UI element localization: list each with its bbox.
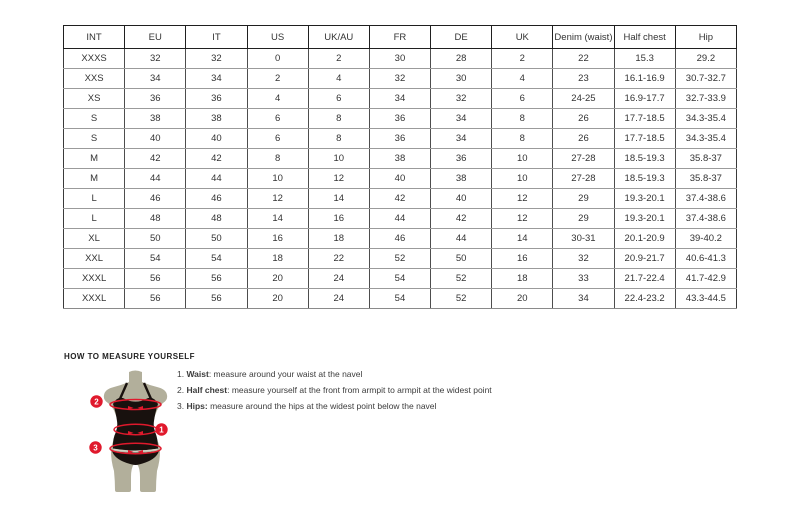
table-cell: 40: [125, 129, 186, 149]
table-row: [64, 269, 737, 289]
table-cell: 34: [431, 129, 492, 149]
table-cell: 48: [125, 209, 186, 229]
table-cell: 22: [308, 249, 369, 269]
table-cell: 6: [247, 109, 308, 129]
table-cell: 32: [553, 249, 614, 269]
table-cell: 42: [369, 189, 430, 209]
table-row: [64, 69, 737, 89]
measure-guide-title: HOW TO MEASURE YOURSELF: [64, 352, 195, 361]
measure-step-half-chest: [177, 386, 492, 395]
table-cell: 38: [125, 109, 186, 129]
table-cell: 16: [247, 229, 308, 249]
table-row: [64, 209, 737, 229]
table-cell: 29: [553, 189, 614, 209]
table-cell: 32: [125, 49, 186, 69]
table-cell: 50: [125, 229, 186, 249]
table-cell: 6: [492, 89, 553, 109]
table-cell: 17.7-18.5: [614, 109, 675, 129]
table-cell: 56: [125, 289, 186, 309]
table-row: [64, 89, 737, 109]
table-cell: 20.1-20.9: [614, 229, 675, 249]
table-cell: 37.4-38.6: [675, 189, 736, 209]
table-cell: 23: [553, 69, 614, 89]
table-cell: 34.3-35.4: [675, 129, 736, 149]
step-text: : measure yourself at the front from armpit to armpit at the widest point: [227, 385, 492, 395]
table-cell: 8: [308, 129, 369, 149]
step-text: : measure around your waist at the navel: [208, 369, 363, 379]
table-cell: 6: [308, 89, 369, 109]
table-cell: 15.3: [614, 49, 675, 69]
table-cell: 34: [553, 289, 614, 309]
table-cell: 54: [369, 289, 430, 309]
table-cell: L: [64, 209, 125, 229]
table-cell: 22.4-23.2: [614, 289, 675, 309]
size-chart-header: [64, 26, 737, 49]
table-cell: 44: [431, 229, 492, 249]
table-cell: 36: [186, 89, 247, 109]
column-header: US: [247, 26, 308, 49]
table-cell: 50: [431, 249, 492, 269]
step-number: 1.: [177, 369, 185, 379]
table-cell: 42: [125, 149, 186, 169]
table-cell: 18: [247, 249, 308, 269]
table-cell: 8: [492, 129, 553, 149]
table-cell: 19.3-20.1: [614, 189, 675, 209]
table-row: [64, 189, 737, 209]
table-cell: 43.3-44.5: [675, 289, 736, 309]
column-header: UK: [492, 26, 553, 49]
table-cell: 34: [186, 69, 247, 89]
table-cell: S: [64, 129, 125, 149]
table-cell: 34.3-35.4: [675, 109, 736, 129]
table-cell: 37.4-38.6: [675, 209, 736, 229]
badge-hips-number: 3: [93, 443, 98, 453]
measurement-figure-illustration: [85, 369, 185, 495]
table-cell: 10: [308, 149, 369, 169]
table-cell: 12: [492, 189, 553, 209]
table-cell: 46: [186, 189, 247, 209]
measure-step-waist: [177, 370, 492, 379]
table-cell: 36: [125, 89, 186, 109]
column-header: FR: [369, 26, 430, 49]
table-row: [64, 289, 737, 309]
table-cell: 2: [492, 49, 553, 69]
table-cell: 35.8-37: [675, 149, 736, 169]
size-chart-table: [63, 25, 737, 309]
table-cell: 30: [369, 49, 430, 69]
column-header: EU: [125, 26, 186, 49]
table-cell: XXXL: [64, 289, 125, 309]
table-cell: 34: [369, 89, 430, 109]
table-cell: 39-40.2: [675, 229, 736, 249]
table-cell: 38: [369, 149, 430, 169]
table-cell: 8: [492, 109, 553, 129]
table-cell: 4: [247, 89, 308, 109]
table-cell: 56: [125, 269, 186, 289]
table-cell: 14: [247, 209, 308, 229]
table-cell: 44: [369, 209, 430, 229]
table-cell: 32: [186, 49, 247, 69]
table-row: [64, 129, 737, 149]
badge-waist-number: 1: [159, 425, 164, 435]
column-header: DE: [431, 26, 492, 49]
table-cell: 52: [431, 289, 492, 309]
table-cell: 38: [431, 169, 492, 189]
table-row: [64, 229, 737, 249]
table-cell: 52: [369, 249, 430, 269]
table-cell: 46: [125, 189, 186, 209]
table-row: [64, 49, 737, 69]
table-cell: 40.6-41.3: [675, 249, 736, 269]
table-cell: 16.9-17.7: [614, 89, 675, 109]
badge-half-chest-number: 2: [94, 397, 99, 407]
table-cell: 8: [247, 149, 308, 169]
table-cell: 32.7-33.9: [675, 89, 736, 109]
table-cell: 56: [186, 269, 247, 289]
table-cell: 34: [125, 69, 186, 89]
table-cell: 41.7-42.9: [675, 269, 736, 289]
table-cell: 48: [186, 209, 247, 229]
table-cell: XS: [64, 89, 125, 109]
table-cell: 34: [431, 109, 492, 129]
table-cell: 22: [553, 49, 614, 69]
step-number: 3.: [177, 401, 185, 411]
table-cell: 29: [553, 209, 614, 229]
table-cell: 12: [492, 209, 553, 229]
column-header: UK/AU: [308, 26, 369, 49]
measure-steps-list: [177, 370, 492, 418]
table-cell: 16: [492, 249, 553, 269]
table-cell: 29.2: [675, 49, 736, 69]
table-cell: 20: [247, 269, 308, 289]
table-row: [64, 109, 737, 129]
table-cell: 10: [492, 149, 553, 169]
table-cell: 44: [125, 169, 186, 189]
table-cell: 27-28: [553, 169, 614, 189]
table-cell: 32: [431, 89, 492, 109]
table-cell: 28: [431, 49, 492, 69]
table-cell: 50: [186, 229, 247, 249]
table-cell: 0: [247, 49, 308, 69]
table-cell: S: [64, 109, 125, 129]
header-row: [64, 26, 737, 49]
table-cell: 6: [247, 129, 308, 149]
table-cell: 20: [247, 289, 308, 309]
step-label: Hips:: [186, 401, 208, 411]
table-cell: 16: [308, 209, 369, 229]
table-cell: 42: [431, 209, 492, 229]
step-number: 2.: [177, 385, 185, 395]
step-label: Waist: [186, 369, 209, 379]
table-cell: 36: [431, 149, 492, 169]
table-cell: XL: [64, 229, 125, 249]
table-cell: 18: [492, 269, 553, 289]
table-cell: 52: [431, 269, 492, 289]
table-row: [64, 249, 737, 269]
table-cell: XXS: [64, 69, 125, 89]
table-cell: 2: [308, 49, 369, 69]
table-cell: 20: [492, 289, 553, 309]
table-cell: 54: [186, 249, 247, 269]
table-cell: 17.7-18.5: [614, 129, 675, 149]
table-cell: XXXL: [64, 269, 125, 289]
table-cell: 30-31: [553, 229, 614, 249]
table-cell: 10: [492, 169, 553, 189]
table-cell: 24: [308, 269, 369, 289]
table-cell: 12: [308, 169, 369, 189]
table-cell: 8: [308, 109, 369, 129]
table-cell: 54: [369, 269, 430, 289]
table-cell: 4: [308, 69, 369, 89]
table-cell: 36: [369, 109, 430, 129]
table-cell: 10: [247, 169, 308, 189]
table-cell: 4: [492, 69, 553, 89]
table-cell: 44: [186, 169, 247, 189]
table-cell: M: [64, 149, 125, 169]
table-cell: 54: [125, 249, 186, 269]
table-cell: 24-25: [553, 89, 614, 109]
table-cell: 16.1-16.9: [614, 69, 675, 89]
table-cell: 30: [431, 69, 492, 89]
measure-step-hips: [177, 402, 492, 411]
table-cell: 26: [553, 129, 614, 149]
column-header: INT: [64, 26, 125, 49]
table-cell: 35.8-37: [675, 169, 736, 189]
table-cell: 14: [492, 229, 553, 249]
table-row: [64, 169, 737, 189]
table-cell: 40: [369, 169, 430, 189]
table-cell: 56: [186, 289, 247, 309]
table-cell: XXL: [64, 249, 125, 269]
table-cell: XXXS: [64, 49, 125, 69]
step-label: Half chest: [186, 385, 228, 395]
table-cell: L: [64, 189, 125, 209]
column-header: Hip: [675, 26, 736, 49]
table-cell: 40: [186, 129, 247, 149]
table-cell: 26: [553, 109, 614, 129]
column-header: Half chest: [614, 26, 675, 49]
table-cell: 32: [369, 69, 430, 89]
table-cell: 14: [308, 189, 369, 209]
size-chart-body: [64, 49, 737, 309]
table-cell: 24: [308, 289, 369, 309]
column-header: IT: [186, 26, 247, 49]
table-cell: 42: [186, 149, 247, 169]
step-text: measure around the hips at the widest point below the navel: [207, 401, 437, 411]
table-cell: 40: [431, 189, 492, 209]
table-cell: 27-28: [553, 149, 614, 169]
table-cell: 2: [247, 69, 308, 89]
table-cell: 38: [186, 109, 247, 129]
table-cell: 18: [308, 229, 369, 249]
table-cell: 21.7-22.4: [614, 269, 675, 289]
table-cell: 46: [369, 229, 430, 249]
table-cell: 18.5-19.3: [614, 169, 675, 189]
table-cell: 20.9-21.7: [614, 249, 675, 269]
table-cell: 19.3-20.1: [614, 209, 675, 229]
table-cell: M: [64, 169, 125, 189]
table-cell: 36: [369, 129, 430, 149]
table-cell: 33: [553, 269, 614, 289]
table-row: [64, 149, 737, 169]
table-cell: 18.5-19.3: [614, 149, 675, 169]
table-cell: 12: [247, 189, 308, 209]
column-header: Denim (waist): [553, 26, 614, 49]
table-cell: 30.7-32.7: [675, 69, 736, 89]
